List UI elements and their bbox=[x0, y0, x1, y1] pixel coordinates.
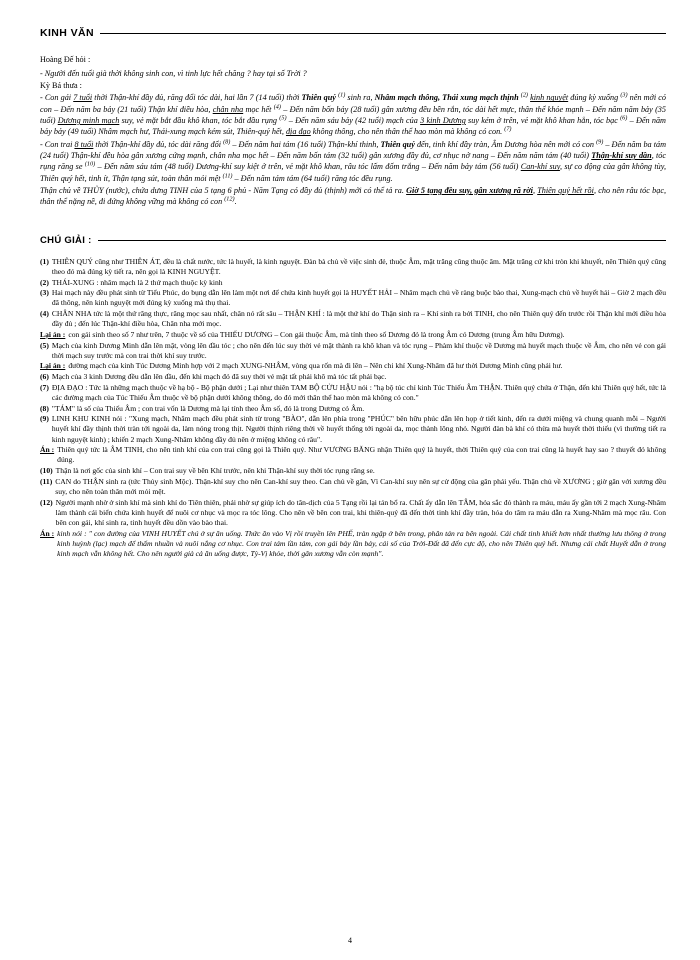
note-text: THÁI-XUNG : nhâm mạch là 2 thứ mạch thuộc kỳ kinh bbox=[51, 277, 223, 287]
note-text: đường mạch của kinh Túc Dương Minh hợp với 2 mạch XUNG-NHÂM, vòng qua rốn mà đi lên – Nên chi khí Xung-Nhâm đã hư thời Dương Minh cũng phải hư. bbox=[68, 361, 563, 371]
note-item bbox=[40, 404, 666, 414]
note-item bbox=[40, 257, 666, 277]
paragraph-girl-label: - Con gái bbox=[40, 93, 74, 103]
heading-rule bbox=[100, 33, 666, 34]
note-number: (1) bbox=[40, 256, 49, 266]
question-line: - Người đến tuổi già thời không sinh con, vì tinh lực hết chăng ? hay tại số Trời ? bbox=[40, 68, 307, 78]
note-text: kinh nói : " con đường của VINH HUYẾT chú ở sự ăn uống. Thức ăn vào Vị rồi truyền lên PHẾ, tràn ngập ở bên trong, phân tán ra bên ngoài. Cái chất tinh khiết hơn nhất thường lưu thông ở trong kinh huỳnh (lạc) mạch để thấm nhuần và nuôi nắng cơ nhục. Con trai tám lần tám, con gái bảy lần bảy, cái số của Trời-Đất đã đến cực độ, cho nên Thiên quý hết. Nhưng cái chất Huyết dẫn ở trong kinh mạch vẫn không hết. Cho nên người già cả ăn uống được, Tỳ-Vị khỏe, thời gân xương vẫn còn mạnh". bbox=[57, 528, 666, 558]
note-text: Mạch của kinh Dương Minh dẫn lên mặt, vòng lên đầu tóc ; cho nên đến lúc suy thời vẻ mặt thành ra khô khan và tóc rụng – Phàm khí thuộc về Dương mà huyết mạch thuộc về Âm, cho nên vẻ con gái thời mạch suy trước mà con trai thời khí suy trước. bbox=[51, 340, 666, 360]
note-number: Án : bbox=[40, 445, 55, 455]
note-number: (10) bbox=[40, 466, 53, 476]
notes-list bbox=[40, 257, 666, 559]
note-text: ĐỊA ĐẠO : Tức là những mạch thuộc về hạ bộ - Bộ phận dưới ; Lại như thiên TAM BỘ CỬU HẬU nói : "hạ bộ túc chỉ kinh Túc Thiếu Âm THẬN. Thiên quý chứa ở Thận, đến khi Thiên quý hết, tức là các đường mạch của Túc Thiếu Âm thuộc về bộ phận dưới không thông, do đó mới thân thể hao mòn mà không có con." bbox=[51, 382, 666, 402]
note-number: (6) bbox=[40, 372, 49, 382]
note-number: (7) bbox=[40, 382, 49, 392]
note-text: CAN do THẬN sinh ra (tức Thủy sinh Mộc). Thận-khí suy cho nên Can-khí suy theo. Can chủ về gân, Vì Can-khí suy nên sự cử động của gân phải yếu. Thận chủ về XƯƠNG ; giờ gân với xương đều suy, cho nên toàn thân mới mỏi mệt. bbox=[55, 476, 666, 496]
note-number: (12) bbox=[40, 497, 53, 507]
note-number: Án : bbox=[40, 528, 55, 538]
note-item bbox=[40, 341, 666, 361]
note-number: (5) bbox=[40, 340, 49, 350]
page-number: 4 bbox=[348, 935, 352, 945]
reply-lead: Kỳ Bá thưa : bbox=[40, 81, 82, 91]
note-item bbox=[40, 498, 666, 529]
note-text: Hai mạch này đều phát sinh từ Tiểu Phúc, do bụng dẫn lên làm một nơi để chứa kinh huyết gọi là HUYẾT HẢI – Nhâm mạch chủ về ràng buộc bào thai, Xung-mạch chủ về huyết hải – Giờ 2 mạch đều đã thông, nên kinh nguyệt mới đúng kỳ xuống mà thụ thai. bbox=[51, 288, 666, 308]
intro-line: Hoàng Đế hỏi : bbox=[40, 55, 91, 65]
note-item-lai-an bbox=[40, 330, 666, 340]
note-text: THIÊN QUÝ cũng như THIÊN ÁT, đều là chất nước, tức là huyết, là kinh nguyệt. Đàn bà chủ về việc sinh đẻ, thuộc Âm, mặt trăng cũng thuộc âm. Mặt trăng cứ khi tròn khi khuyết, nên Thiên quý cũng theo đó mà đúng kỳ tiết ra, nên gọi là KINH NGUYỆT. bbox=[51, 256, 666, 276]
note-item bbox=[40, 288, 666, 308]
note-item bbox=[40, 372, 666, 382]
note-text: Người mạnh nhờ ở sinh khí mà sinh khí do Tiên thiên, phải nhờ sự giúp ích do tân-dịch của 5 Tạng rồi lại tản bổ ra. Chất ấy dẫn lên TÂM, hóa sắc đỏ thành ra máu, máu ấy gần tới 2 mạch Xung-Nhâm làm thành cái biển chứa kinh huyết để nuôi cơ nhục và mọc ra tóc lông. Cho nên về bên con trai, khi thiên-quý đã đến thời tinh khí đầy tràn, hóa do tâm ra máu dẫn ra Xung-Nhâm mà mọc râu. Con bên con gái, khí sinh ra, tinh huyết đều dồn vào bào thai. bbox=[55, 497, 666, 527]
note-number: (3) bbox=[40, 288, 49, 298]
paragraph-girl: - Con gái 7 tuổi thời Thận-khí đầy đủ, răng đổi tóc dài, hai lần 7 (14 tuổi) thời Thiên quý $^{(1)}$ sinh ra, Nhâm mạch thông, Thái xung mạch thịnh $^{(2)}$ kinh nguyệt đúng kỳ xuống $^{(3)}$ nên mới có con – Đến năm ba bảy (21 tuổi) Thận khí điều hòa, chân nha mọc hết $^{(4)}$ – Đến năm bốn bảy (28 tuổi) gân xương đều bền rắn, tóc dài hết mực, thân thể khỏe mạnh – Đến năm năm bảy (35 tuổi) Dương minh mạch suy, vẻ mặt bắt đầu khô khan, tóc bắt đầu rụng $^{(5)}$ – Đến năm sáu bảy (42 tuổi) mạch của 3 kinh Dương suy kém ở trên, vẻ mặt khô khan hẳn, tóc bạc $^{(6)}$ – Đến năm bảy bảy (49 tuổi) Nhâm mạch hư, Thái-xung mạch kém sút, Thiên-quý hết, địa đạo không thông, cho nên thân thể hao mòn mà không có con. $^{(7)}$ bbox=[40, 91, 667, 137]
note-number: (8) bbox=[40, 403, 49, 413]
paragraph-boy: - Con trai 8 tuổi thời Thận-khí đầy đủ, tóc dài răng đổi $^{(8)}$ – Đến năm hai tám (16 tuổi) Thận-khí thinh, Thiên quý đến, tinh khí đầy tràn, Âm Dương hòa nên mới có con $^{(9)}$ – Đến năm ba tám (24 tuổi) Thận-khí đều hòa gân xương cứng mạnh, chân nha mọc hết – Đến năm bốn tám (32 tuổi) gân xương đầy đủ, cơ nhục nở nang – Đến năm năm tám (40 tuổi) Thận-khí suy dần, tóc rụng răng se $^{(10)}$ – Đến năm sáu tám (48 tuổi) Dương-khí suy kiệt ở trên, vẻ mặt khô khan, râu tóc lấm đốm trắng – Đến năm bảy tám (56 tuổi) Can-khí suy, sự co động của gân không tùy, Thiên quý hết, tinh ít, Thận tạng sút, toàn thân mỏi mệt $^{(11)}$ – Đến năm tám tám (64 tuổi) răng tóc đều rụng. bbox=[40, 137, 666, 183]
chu-giai-rule bbox=[98, 240, 666, 241]
note-number: (11) bbox=[40, 476, 53, 486]
note-item bbox=[40, 414, 666, 445]
chu-giai-title: CHÚ GIẢI : bbox=[40, 234, 92, 246]
note-item-an bbox=[40, 529, 666, 560]
note-text: "TÁM" là số của Thiếu Âm ; con trai vốn là Dương mà lại tính theo Âm số, đó là trong Dương có Âm. bbox=[51, 403, 365, 413]
paragraph-boy-label: - Con trai bbox=[40, 139, 75, 149]
note-item bbox=[40, 278, 666, 288]
note-number: Lại án : bbox=[40, 329, 66, 339]
note-number: Lại án : bbox=[40, 361, 66, 371]
note-item bbox=[40, 383, 666, 403]
note-number: (9) bbox=[40, 414, 49, 424]
note-text: Mạch của 3 kinh Dương đều dẫn lên đầu, đến khi mạch đó đã suy thời vẻ mặt tất phải khô mà tóc tất phải bạc. bbox=[51, 372, 387, 382]
note-item bbox=[40, 309, 666, 329]
note-item bbox=[40, 477, 666, 497]
note-text: Thiên quý tức là ÂM TINH, cho nên tinh khí của con trai cũng gọi là Thiên quý. Như VƯƠNG BĂNG nhận Thiên quý là huyết, thời Thiên quý của con trai cũng là huyết hay sao ? thuyết đó không đúng. bbox=[57, 445, 666, 465]
note-text: LINH KHU KINH nói : "Xung mạch, Nhâm mạch đều phát sinh từ trong "BÀO", dẫn lên phía trong "PHÚC" bên hữu phúc dẫn lên họp ở tiết kinh, đến ra dưới miệng và chung quanh mỗi – Người huyết khí đầy thịnh thời tràn tới ngoài da, làm nóng trong thịt. Người thịnh riêng thời về huyết thống tới ngoài da, mọc thành lông nhỏ. Người đàn bà khí có thừa mà huyết thời thiếu (vì thường tiết ra kinh nguyệt kinh) ; khiến 2 mạch Xung-Nhâm không đầy đủ nên ở miệng không có râu". bbox=[51, 414, 666, 444]
note-text: con gái sinh theo số 7 như trên, 7 thuộc về số của THIẾU DƯƠNG – Con gái thuộc Âm, mà tính theo số Dương đó là trong Âm có Dương (trung Âm hữu Dương). bbox=[68, 329, 565, 339]
note-number: (2) bbox=[40, 277, 49, 287]
note-text: Thận là nơi gốc của sinh khí – Con trai suy về bên Khí trước, nên khi Thận-khí suy thời tóc rụng răng se. bbox=[55, 466, 375, 476]
kinh-van-heading bbox=[40, 26, 666, 40]
kinh-van-title: KINH VĂN bbox=[40, 27, 94, 39]
note-text: CHÂN NHA tức là một thứ răng thực, răng mọc sau nhất, chân nó rất sâu – THẬN KHÍ : là một thứ khí do Thận sinh ra – Khí sinh ra bởi TINH, cho nên Thiên quý đến trước rồi Thận khí mới điều hòa đầy đủ ; đến lúc Thận-khí điều hòa, Chân nha mới mọc. bbox=[51, 309, 666, 329]
note-item-an bbox=[40, 445, 666, 465]
chu-giai-heading bbox=[40, 234, 666, 247]
paragraph-final: Thận chủ về THỦY (nước), chứa dưng TINH của 5 tạng 6 phủ - Năm Tạng có đầy đủ (thịnh) mới có thể tả ra. Giờ 5 tạng đều suy, gân xương rã rời, Thiên quý hết rồi, cho nên râu tóc bạc, thân thể nặng nề, đi đứng không vững mà không có con $^{(12)}$. bbox=[40, 185, 666, 207]
note-item bbox=[40, 466, 666, 476]
note-item-lai-an bbox=[40, 361, 666, 371]
note-number: (4) bbox=[40, 309, 49, 319]
